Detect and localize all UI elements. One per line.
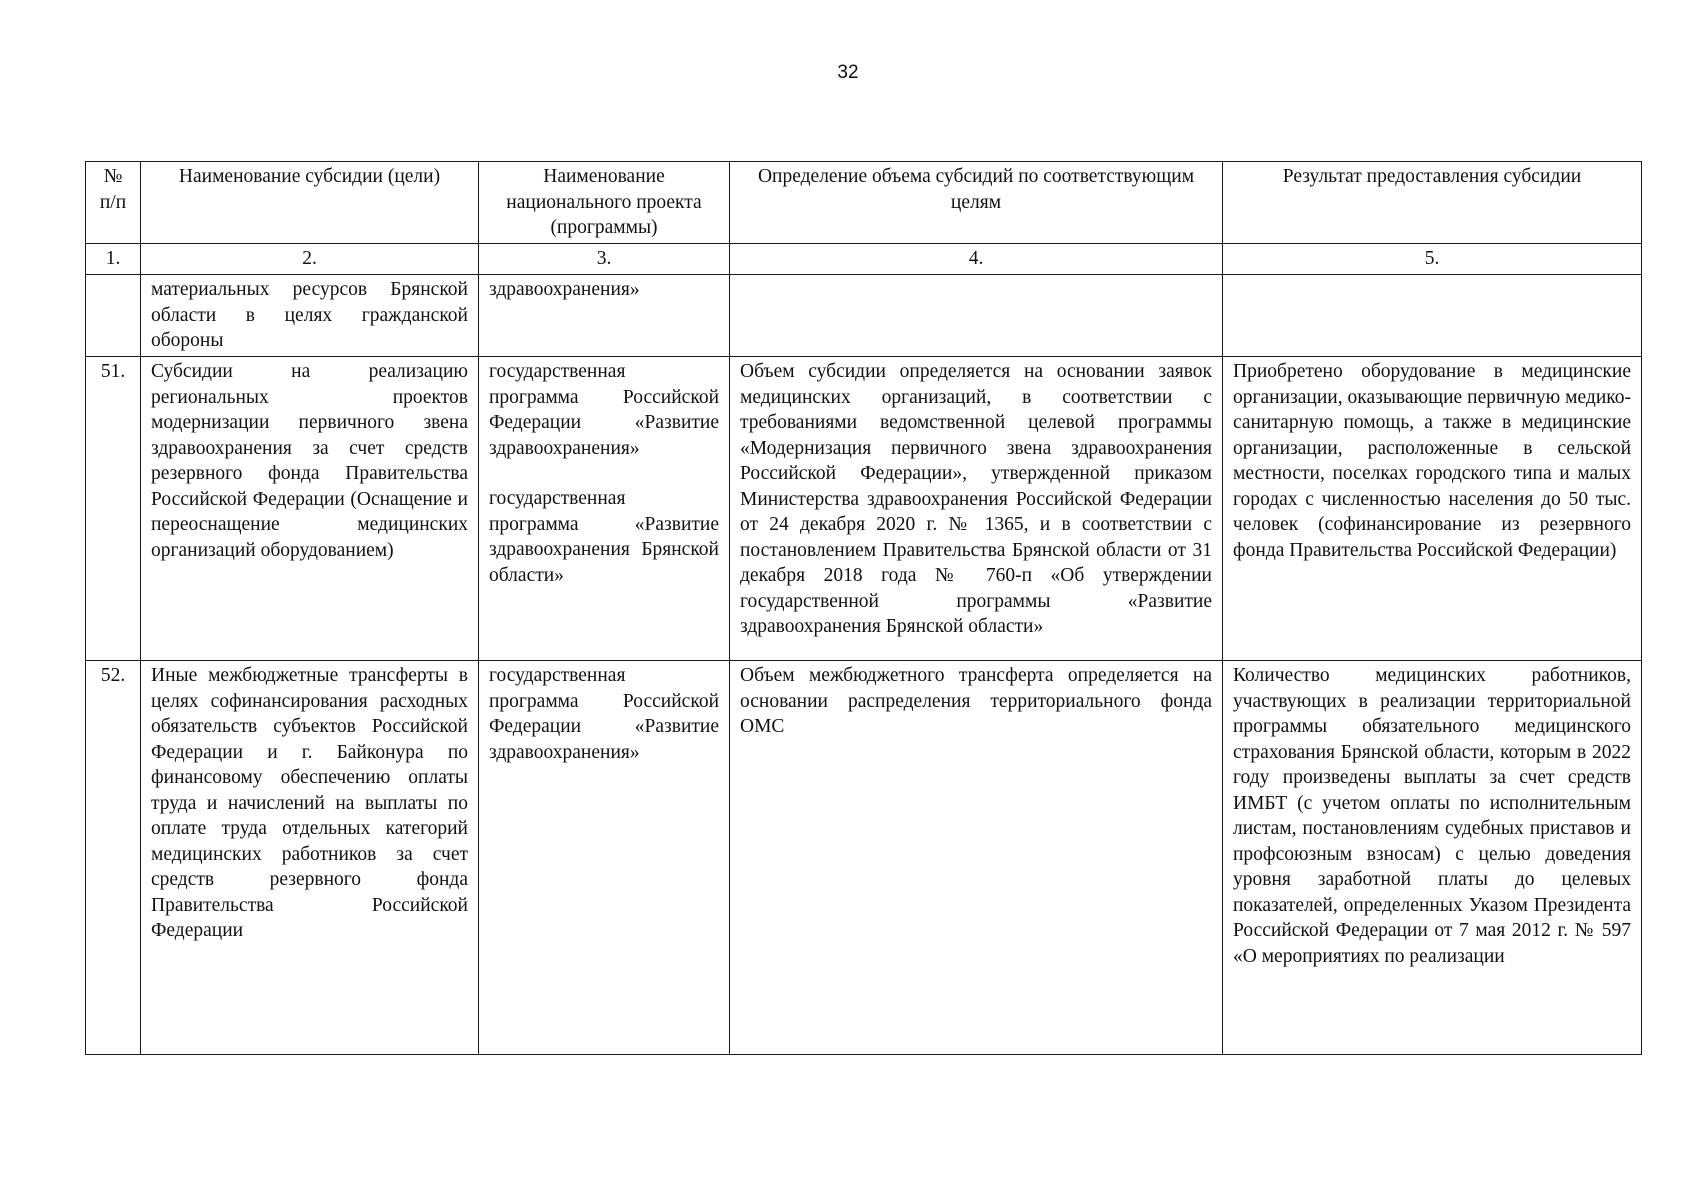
subsidy-name-cell: Субсидии на реализацию региональных проектов модернизации первичного звена здравоохранения за счет средств резервного фонда Правительства Российской Федерации (Оснащение и переоснащение медицинских организаций оборудованием) [141, 357, 479, 661]
header-subsidy-name: Наименование субсидии (цели) [141, 162, 479, 244]
project-name-cell [479, 275, 730, 357]
project-name-cell [479, 661, 730, 1055]
column-number-1: 1. [86, 244, 141, 275]
table-header-row [86, 162, 1642, 244]
result-cell [1223, 275, 1642, 357]
row-number [86, 275, 141, 357]
column-number-2: 2. [141, 244, 479, 275]
volume-cell: Объем межбюджетного трансферта определяется на основании распределения территориального фонда ОМС [730, 661, 1223, 1055]
project-name-cell [479, 357, 730, 661]
subsidy-table [85, 161, 1642, 1055]
subsidy-name-cell: Иные межбюджетные трансферты в целях софинансирования расходных обязательств субъектов Российской Федерации и г. Байконура по финансовому обеспечению оплаты труда и начислений на выплаты по оплате труда отдельных категорий медицинских работников за счет средств резервного фонда Правительства Российской Федерации [141, 661, 479, 1055]
header-num: № п/п [86, 162, 141, 244]
project-name-text-regional: государственная программа «Развитие здравоохранения Брянской области» [489, 488, 719, 586]
row-number: 52. [86, 661, 141, 1055]
result-cell: Количество медицинских работников, участвующих в реализации территориальной программы обязательного медицинского страхования Брянской области, которым в 2022 году произведены выплаты за счет средств ИМБТ (с учетом оплаты по исполнительным листам, постановлениям судебных приставов и профсоюзным взносам) с целью доведения уровня заработной платы до целевых показателей, определенных Указом Президента Российской Федерации от 7 мая 2012 г. № 597 «О мероприятиях по реализации [1223, 661, 1642, 1055]
volume-cell: Объем субсидии определяется на основании заявок медицинских организаций, в соответствии с требованиями ведомственной целевой программы «Модернизация первичного звена здравоохранения Российской Федерации», утвержденной приказом Министерства здравоохранения Российской Федерации от 24 декабря 2020 г. № 1365, и в соответствии с постановлением Правительства Брянской области от 31 декабря 2018 года № 760-п «Об утверждении государственной программы «Развитие здравоохранения Брянской области» [730, 357, 1223, 661]
volume-cell [730, 275, 1223, 357]
header-volume-definition: Определение объема субсидий по соответствующим целям [730, 162, 1223, 244]
header-result: Результат предоставления субсидии [1223, 162, 1642, 244]
page-number: 32 [837, 62, 859, 83]
table-row [86, 357, 1642, 661]
row-number: 51. [86, 357, 141, 661]
project-name-text: здравоохранения» [489, 279, 640, 300]
table-row [86, 661, 1642, 1055]
column-number-5: 5. [1223, 244, 1642, 275]
header-project-name: Наименование национального проекта (программы) [479, 162, 730, 244]
result-cell: Приобретено оборудование в медицинские организации, оказывающие первичную медико-санитарную помощь, а также в медицинские организации, расположенные в сельской местности, поселках городского типа и малых городах с численностью населения до 50 тыс. человек (софинансирование из резервного фонда Правительства Российской Федерации) [1223, 357, 1642, 661]
subsidy-name-cell: материальных ресурсов Брянской области в целях гражданской обороны [141, 275, 479, 357]
project-name-text: государственная программа Российской Федерации «Развитие здравоохранения» [489, 361, 719, 459]
project-name-text: государственная программа Российской Федерации «Развитие здравоохранения» [489, 665, 719, 763]
column-number-4: 4. [730, 244, 1223, 275]
column-number-3: 3. [479, 244, 730, 275]
table-row [86, 275, 1642, 357]
column-number-row [86, 244, 1642, 275]
